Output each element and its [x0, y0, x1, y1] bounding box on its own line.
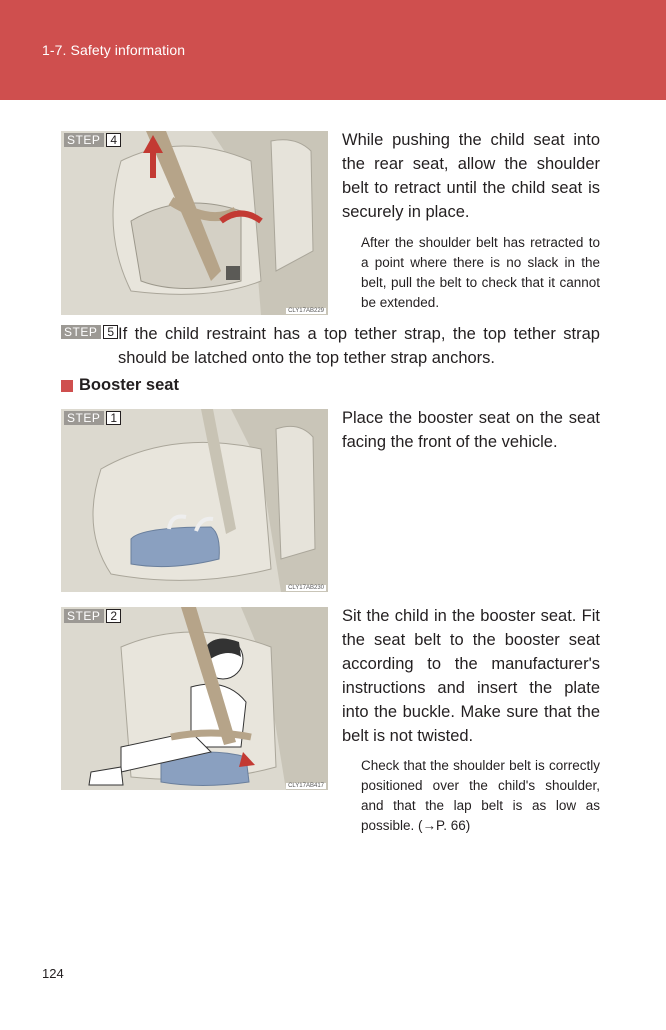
- step-label: STEP: [64, 609, 104, 623]
- step4-note: After the shoulder belt has retracted to a point where there is no slack in the belt, pull the belt to check that it cannot be extended.: [361, 235, 600, 310]
- step-badge: [61, 325, 118, 339]
- step-number: 1: [106, 411, 121, 425]
- booster-step1-text: Place the booster seat on the seat facing the front of the vehicle.: [342, 409, 600, 451]
- booster-seat-illustration: [61, 409, 328, 592]
- section-heading-label: Booster seat: [79, 376, 179, 394]
- child-seat-drawing: [61, 131, 328, 315]
- step-badge: [64, 411, 121, 425]
- figure-code: CLY17AB417: [288, 783, 324, 789]
- figure-code: CLY17AB229: [288, 308, 324, 314]
- child-in-booster-illustration: [61, 607, 328, 790]
- step5-text: If the child restraint has a top tether strap, the top tether strap should be latched onto the top tether strap anchors.: [118, 325, 600, 367]
- square-bullet-icon: [61, 380, 73, 392]
- step-badge: [64, 609, 121, 623]
- section-title: 1-7. Safety information: [42, 42, 186, 58]
- page-number: 124: [42, 966, 64, 981]
- step-label: STEP: [64, 133, 104, 147]
- booster-step2-note: Check that the shoulder belt is correctly positioned over the child's shoulder, and that the lap belt is as low as possible. (→P. 66): [361, 758, 600, 833]
- step-label: STEP: [61, 325, 101, 339]
- step-label: STEP: [64, 411, 104, 425]
- step-number: 2: [106, 609, 121, 623]
- step-number: 5: [103, 325, 118, 339]
- booster-seat-drawing: [61, 409, 328, 592]
- step4-text: While pushing the child seat into the rear seat, allow the shoulder belt to retract until the child seat is securely in place.: [342, 131, 600, 221]
- child-in-booster-drawing: [61, 607, 328, 790]
- section-heading: [61, 376, 179, 395]
- booster-step2-text: Sit the child in the booster seat. Fit the seat belt to the booster seat according to the manufacturer's instructions and insert the plate into the buckle. Make sure that the belt is not twisted.: [342, 607, 600, 745]
- figure-code: CLY17AB230: [288, 585, 324, 591]
- step-badge: [64, 133, 121, 147]
- child-seat-illustration: [61, 131, 328, 315]
- page-header: [0, 0, 666, 100]
- step-number: 4: [106, 133, 121, 147]
